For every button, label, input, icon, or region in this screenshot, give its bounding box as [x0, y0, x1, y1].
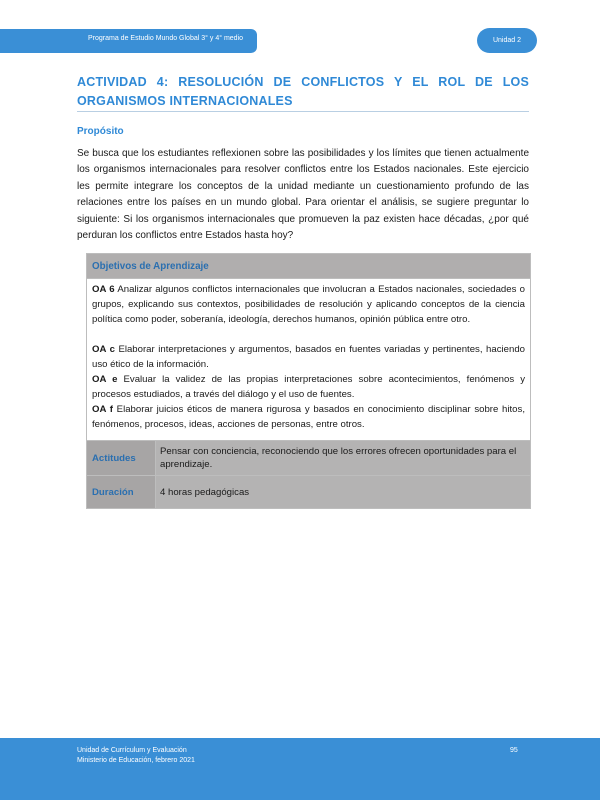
program-title: Programa de Estudio Mundo Global 3° y 4° medio	[88, 35, 244, 42]
objective-code: OA 6	[92, 284, 115, 295]
objectives-body	[87, 279, 531, 441]
duration-value: 4 horas pedagógicas	[156, 476, 531, 509]
objectives-table	[86, 253, 531, 509]
unit-badge: Unidad 2	[477, 28, 537, 53]
page-number: 95	[510, 747, 518, 754]
title-divider	[77, 111, 529, 112]
duration-label: Duración	[87, 476, 156, 509]
attitudes-label: Actitudes	[87, 441, 156, 476]
objective-text: Analizar algunos conflictos internacionales que involucran a Estados nacionales, sociedades o grupos, explicando sus contextos, posibilidades de resolución y aplicando conceptos de la ciencia política como poder, soberanía, ideología, derechos humanos, opinión pública entre otro.	[92, 284, 525, 325]
purpose-heading: Propósito	[77, 126, 124, 137]
attitudes-value: Pensar con conciencia, reconociendo que los errores ofrecen oportunidades para el aprendizaje.	[156, 441, 531, 476]
purpose-text: Se busca que los estudiantes reflexionen sobre las posibilidades y los límites que tienen actualmente los organismos internacionales para resolver conflictos entre los Estados nacionales. Este ejercicio les permite integrare los conceptos de la unidad mediante un cuestionamiento profundo de las relaciones entre los países en un mundo global. Para orientar el análisis, se sugiere preguntar lo siguiente: Si los organismos internacionales que promueven la paz existen hace décadas, ¿por qué perduran los conflictos entre Estados hasta hoy?	[77, 148, 529, 242]
footer-unit: Unidad de Currículum y Evaluación	[77, 747, 187, 754]
objective-item	[92, 342, 525, 372]
objective-code: OA c	[92, 344, 115, 355]
activity-title: ACTIVIDAD 4: RESOLUCIÓN DE CONFLICTOS Y EL ROL DE LOS ORGANISMOS INTERNACIONALES	[77, 75, 529, 108]
objective-code: OA f	[92, 404, 113, 415]
footer-ministry: Ministerio de Educación, febrero 2021	[77, 757, 195, 764]
objective-text: Elaborar juicios éticos de manera rigurosa y basados en conocimiento disciplinar sobre hitos, fenómenos, procesos, ideas, acciones de personas, entre otros.	[92, 404, 525, 430]
objective-text: Evaluar la validez de las propias interpretaciones sobre acontecimientos, fenómenos y procesos estudiados, a través del diálogo y el uso de fuentes.	[92, 374, 525, 400]
objective-code: OA e	[92, 374, 118, 385]
objectives-heading: Objetivos de Aprendizaje	[87, 254, 531, 279]
objective-item	[92, 402, 525, 432]
objective-item	[92, 282, 525, 327]
objective-text: Elaborar interpretaciones y argumentos, basados en fuentes variadas y pertinentes, haciendo uso ético de la información.	[92, 344, 525, 370]
objective-item	[92, 372, 525, 402]
